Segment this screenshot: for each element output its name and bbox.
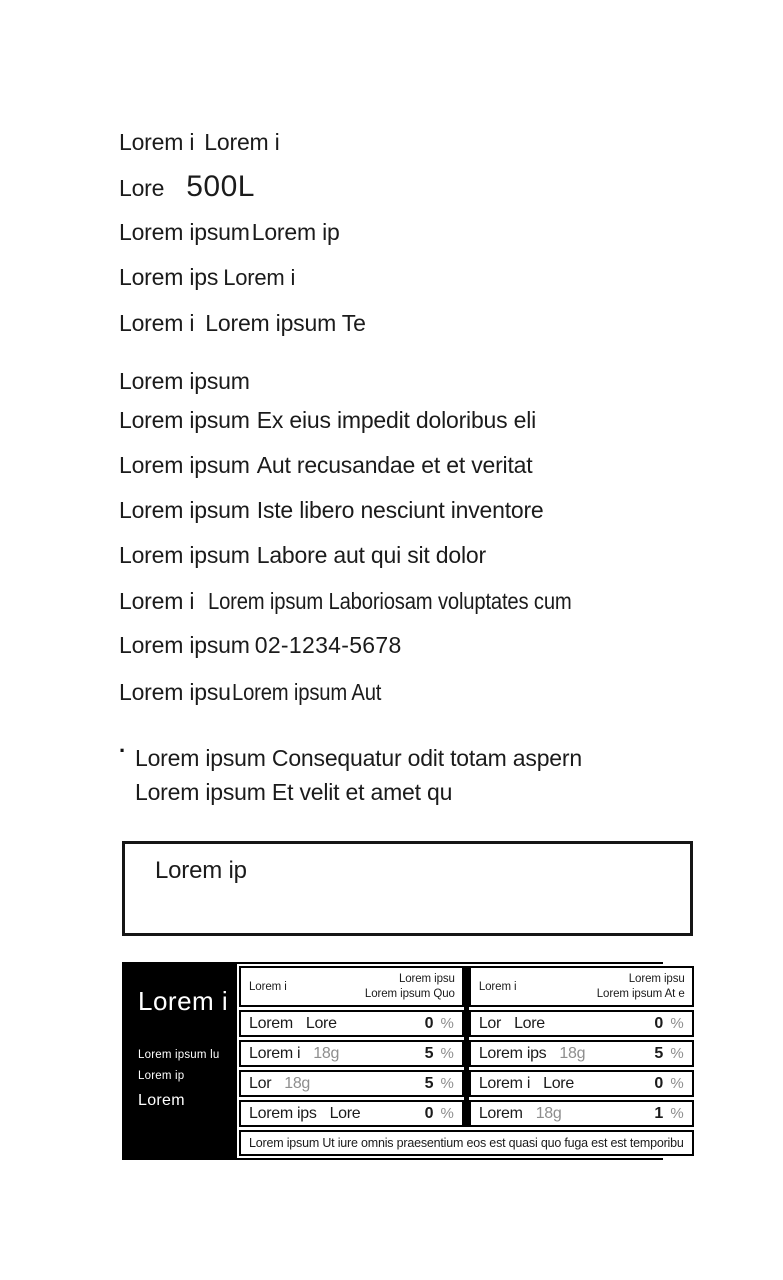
note-text bbox=[135, 741, 582, 809]
nutrient-amount: Lore bbox=[329, 1104, 361, 1122]
nutrition-label bbox=[122, 962, 685, 1160]
nutrient-amount: Lore bbox=[514, 1014, 545, 1032]
info-value: Aut recusandae et et veritat bbox=[256, 452, 533, 478]
info-label: Lorem ipsum bbox=[119, 632, 250, 658]
info-value: Lorem ipsum Laboriosam voluptates cum bbox=[208, 588, 572, 614]
nutrition-footnote: Lorem ipsum Ut iure omnis praesentium eos est quasi quo fuga est est temporibu bbox=[239, 1130, 694, 1156]
nutrition-subtitle: Lorem ip bbox=[138, 1070, 185, 1082]
nutrition-column-right bbox=[469, 966, 694, 1127]
nutrient-dv-value: 0 bbox=[424, 1014, 434, 1032]
info-label: Lorem i bbox=[119, 129, 195, 155]
nutrient-amount: 18g bbox=[313, 1044, 340, 1062]
note-line: Lorem ipsum Consequatur odit totam aspern bbox=[135, 745, 582, 771]
percent-sign: % bbox=[670, 1075, 684, 1092]
info-value: Lorem ipsum Aut bbox=[231, 679, 382, 705]
info-row bbox=[119, 309, 683, 337]
nutrient-dv-value: 5 bbox=[654, 1044, 664, 1062]
bullet-note bbox=[119, 738, 683, 809]
percent-sign: % bbox=[440, 1045, 454, 1062]
nutrient-name: Lorem ips bbox=[249, 1104, 317, 1122]
notice-box bbox=[122, 841, 693, 936]
nutrition-title: Lorem i bbox=[138, 986, 229, 1016]
info-row bbox=[119, 631, 683, 659]
nutrient-name: Lorem i bbox=[249, 1044, 301, 1062]
bullet-icon: · bbox=[119, 738, 127, 763]
percent-sign: % bbox=[670, 1105, 684, 1122]
info-label: Lorem ipsum bbox=[119, 219, 250, 245]
column-header bbox=[239, 966, 464, 1007]
info-label: Lorem ipsum bbox=[119, 497, 250, 523]
info-row bbox=[119, 451, 683, 479]
info-row bbox=[119, 170, 683, 204]
nutrient-dv-value: 0 bbox=[424, 1104, 434, 1122]
nutrient-row bbox=[239, 1010, 464, 1037]
nutrient-name: Lorem bbox=[249, 1014, 293, 1032]
header-right-text bbox=[597, 972, 685, 1002]
percent-sign: % bbox=[440, 1075, 454, 1092]
header-label: Lorem i bbox=[249, 980, 287, 993]
nutrition-title-panel bbox=[124, 964, 237, 1158]
nutrient-amount: Lore bbox=[543, 1074, 574, 1092]
nutrient-dv-value: 0 bbox=[654, 1014, 664, 1032]
nutrition-facts-area bbox=[237, 964, 696, 1158]
info-value: Iste libero nesciunt inventore bbox=[256, 497, 544, 523]
nutrition-subtitle: Lorem bbox=[138, 1092, 185, 1109]
header-right-line2: Lorem ipsum Quo bbox=[364, 987, 455, 1000]
nutrient-row bbox=[239, 1100, 464, 1127]
info-label: Lorem ipsum bbox=[119, 452, 250, 478]
nutrient-row bbox=[239, 1040, 464, 1067]
header-right-line2: Lorem ipsum At e bbox=[596, 987, 685, 1000]
info-row bbox=[119, 496, 683, 524]
info-row bbox=[119, 678, 683, 706]
nutrient-row bbox=[469, 1040, 694, 1067]
notice-box-text: Lorem ip bbox=[155, 857, 247, 884]
nutrient-name: Lorem bbox=[478, 1104, 523, 1122]
info-value: Lorem i bbox=[204, 129, 280, 155]
header-right-text bbox=[365, 972, 455, 1002]
info-label: Lorem ipsum bbox=[119, 407, 250, 433]
nutrient-amount: 18g bbox=[535, 1104, 562, 1122]
info-label: Lorem ipsum bbox=[119, 368, 250, 394]
info-label: Lore bbox=[119, 175, 165, 201]
info-value: Lorem ip bbox=[251, 219, 340, 245]
nutrient-dv-value: 0 bbox=[654, 1074, 664, 1092]
nutrient-name: Lorem i bbox=[478, 1074, 531, 1092]
percent-sign: % bbox=[670, 1045, 684, 1062]
note-line: Lorem ipsum Et velit et amet qu bbox=[135, 779, 453, 805]
info-label: Lorem ipsu bbox=[119, 679, 231, 705]
nutrition-subtitle: Lorem ipsum lu bbox=[138, 1049, 220, 1061]
info-value-volume: 500L bbox=[186, 170, 255, 203]
nutrient-row bbox=[469, 1010, 694, 1037]
nutrition-column-left bbox=[239, 966, 464, 1127]
info-row bbox=[119, 128, 683, 156]
info-label: Lorem ipsum bbox=[119, 542, 250, 568]
nutrient-dv-value: 1 bbox=[654, 1104, 664, 1122]
info-label: Lorem i bbox=[119, 310, 195, 336]
info-value: Labore aut qui sit dolor bbox=[256, 542, 486, 568]
nutrient-dv-value: 5 bbox=[424, 1044, 434, 1062]
nutrient-dv-value: 5 bbox=[424, 1074, 434, 1092]
header-right-line1: Lorem ipsu bbox=[398, 972, 455, 985]
nutrition-columns bbox=[239, 966, 694, 1127]
percent-sign: % bbox=[440, 1015, 454, 1032]
info-label: Lorem i bbox=[119, 588, 195, 614]
header-right-line1: Lorem ipsu bbox=[628, 972, 685, 985]
info-row bbox=[119, 406, 683, 434]
info-value-phone: 02-1234-5678 bbox=[254, 632, 402, 658]
nutrient-amount: 18g bbox=[284, 1074, 311, 1092]
nutrient-amount: 18g bbox=[559, 1044, 586, 1062]
info-row bbox=[119, 218, 683, 246]
nutrient-row bbox=[469, 1070, 694, 1097]
percent-sign: % bbox=[440, 1105, 454, 1122]
info-value: Lorem i bbox=[223, 265, 296, 290]
nutrient-row bbox=[239, 1070, 464, 1097]
info-label: Lorem ips bbox=[119, 264, 219, 290]
header-label: Lorem i bbox=[478, 980, 517, 993]
nutrient-row bbox=[469, 1100, 694, 1127]
column-header bbox=[469, 966, 694, 1007]
nutrient-name: Lor bbox=[249, 1074, 272, 1092]
nutrient-name: Lorem ips bbox=[478, 1044, 547, 1062]
nutrient-name: Lor bbox=[478, 1014, 502, 1032]
info-row bbox=[119, 541, 683, 569]
info-value: Lorem ipsum Te bbox=[205, 310, 366, 336]
nutrient-amount: Lore bbox=[305, 1014, 337, 1032]
percent-sign: % bbox=[670, 1015, 684, 1032]
info-row bbox=[119, 367, 683, 395]
info-value: Ex eius impedit doloribus eli bbox=[256, 407, 537, 433]
info-row bbox=[119, 587, 683, 615]
info-row bbox=[119, 263, 683, 292]
